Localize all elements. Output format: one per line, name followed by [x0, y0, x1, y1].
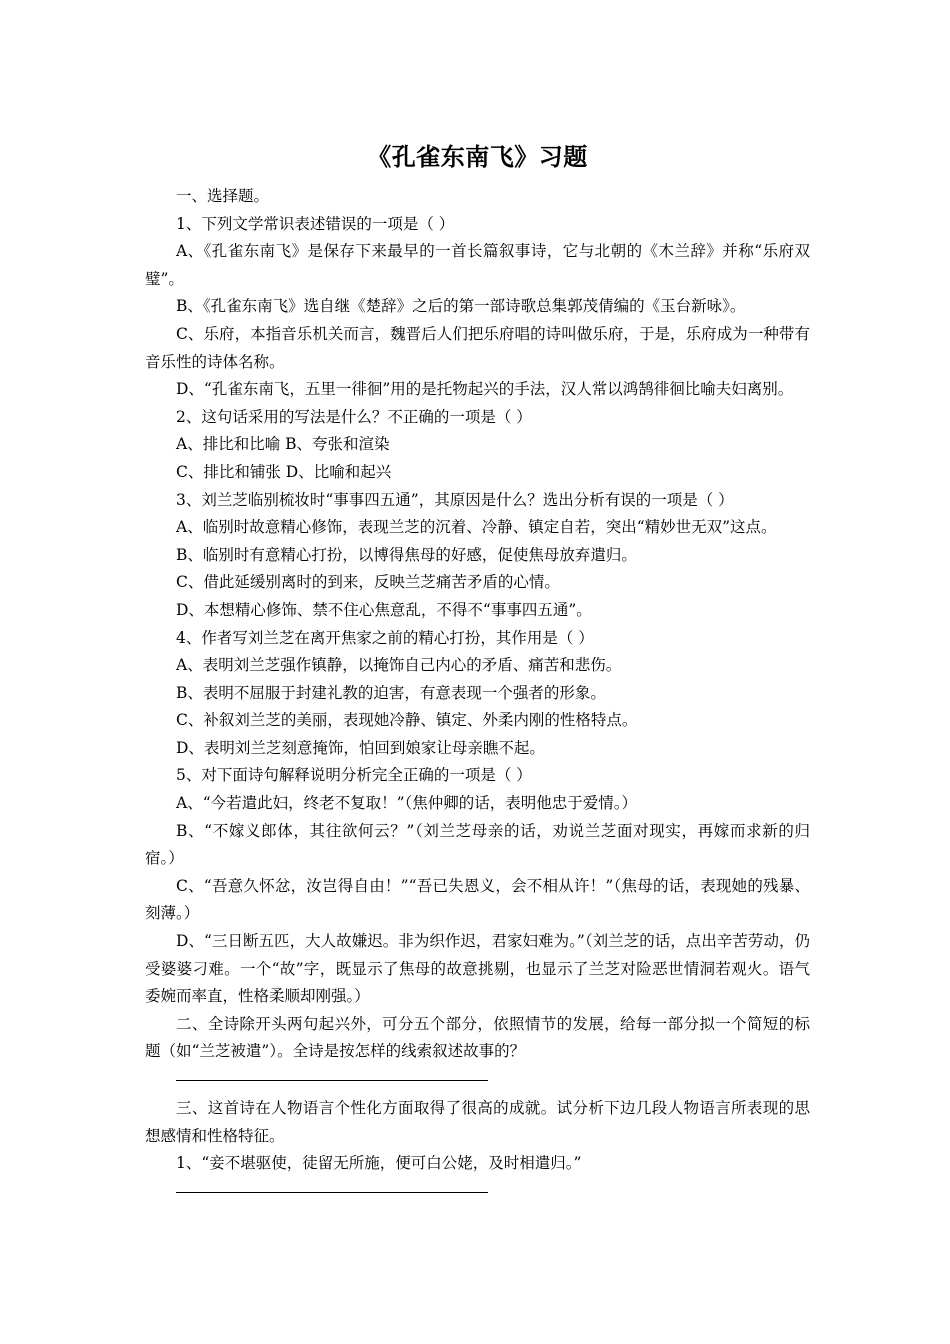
question-4-option-b: B、表明不屈服于封建礼教的迫害，有意表现一个强者的形象。 [176, 683, 606, 702]
question-4-stem: 4、作者写刘兰芝在离开焦家之前的精心打扮，其作用是（ ） [176, 628, 594, 647]
section-heading-choice: 一、选择题。 [176, 187, 270, 205]
section-3-question: 三、这首诗在人物语言个性化方面取得了很高的成就。试分析下边几段人物语言所表现的思想感情和性格特征。 [145, 1099, 810, 1145]
question-2-options-ab: A、排比和比喻 B、夸张和渲染 [176, 435, 390, 454]
question-5-option-b: B、“不嫁义郎体，其往欲何云？”（刘兰芝母亲的话，劝说兰芝面对现实，再嫁而求新的归宿。） [145, 821, 810, 868]
question-2-stem: 2、这句话采用的写法是什么？不正确的一项是（ ） [176, 407, 532, 426]
document-body [145, 183, 810, 1207]
answer-line-section-2 [176, 1080, 488, 1081]
question-3-option-a: A、临别时故意精心修饰，表现兰芝的沉着、冷静、镇定自若，突出“精妙世无双”这点。 [176, 518, 777, 537]
question-2-options-cd: C、排比和铺张 D、比喻和起兴 [176, 462, 392, 481]
question-1-option-d: D、“孔雀东南飞，五里一徘徊”用的是托物起兴的手法，汉人常以鸿鹄徘徊比喻夫妇离别。 [176, 380, 794, 399]
question-4-option-c: C、补叙刘兰芝的美丽，表现她冷静、镇定、外柔内刚的性格特点。 [176, 711, 638, 730]
section-2-question: 二、全诗除开头两句起兴外，可分五个部分，依照情节的发展，给每一部分拟一个简短的标题（如“兰芝被遣”）。全诗是按怎样的线索叙述故事的？ [145, 1014, 810, 1061]
question-4-option-a: A、表明刘兰芝强作镇静，以掩饰自己内心的矛盾、痛苦和悲伤。 [176, 656, 622, 675]
question-3-option-c: C、借此延缓别离时的到来，反映兰芝痛苦矛盾的心情。 [176, 573, 560, 592]
question-1-stem: 1、下列文学常识表述错误的一项是（ ） [176, 214, 455, 233]
section-3-item-1: 1、“妾不堪驱使，徒留无所施，便可白公姥，及时相遣归。” [176, 1154, 582, 1173]
answer-line-section-3-item-1 [176, 1192, 488, 1193]
document-title: 《孔雀东南飞》习题 [367, 143, 588, 171]
question-1-option-b: B、《孔雀东南飞》选自继《楚辞》之后的第一部诗歌总集郭茂倩编的《玉台新咏》。 [176, 297, 746, 316]
question-5-stem: 5、对下面诗句解释说明分析完全正确的一项是（ ） [176, 766, 532, 785]
question-1-option-c: C、乐府，本指音乐机关而言，魏晋后人们把乐府唱的诗叫做乐府，于是，乐府成为一种带有音乐性的诗体名称。 [145, 324, 810, 371]
question-3-option-b: B、临别时有意精心打扮，以博得焦母的好感，促使焦母放弃遣归。 [176, 545, 637, 564]
question-5-option-c: C、“吾意久怀忿，汝岂得自由！”“吾已失恩义，会不相从许！”（焦母的话，表现她的残暴、刻薄。） [145, 876, 810, 923]
question-4-option-d: D、表明刘兰芝刻意掩饰，怕回到娘家让母亲瞧不起。 [176, 738, 545, 757]
question-5-option-a: A、“今若遣此妇，终老不复取！”（焦仲卿的话，表明他忠于爱情。） [176, 794, 638, 813]
question-3-stem: 3、刘兰芝临别梳妆时“事事四五通”，其原因是什么？选出分析有误的一项是（ ） [176, 490, 734, 509]
question-1-option-a: A、《孔雀东南飞》是保存下来最早的一首长篇叙事诗，它与北朝的《木兰辞》并称“乐府双璧”。 [145, 242, 810, 288]
question-5-option-d: D、“三日断五匹，大人故嫌迟。非为织作迟，君家妇难为。”（刘兰芝的话，点出辛苦劳动，仍受婆婆刁难。一个“故”字，既显示了焦母的故意挑剔，也显示了兰芝对险恶世情洞若观火。语气委婉而率直，性格柔顺却刚强。） [145, 932, 810, 1006]
question-3-option-d: D、本想精心修饰、禁不住心焦意乱，不得不“事事四五通”。 [176, 600, 592, 619]
